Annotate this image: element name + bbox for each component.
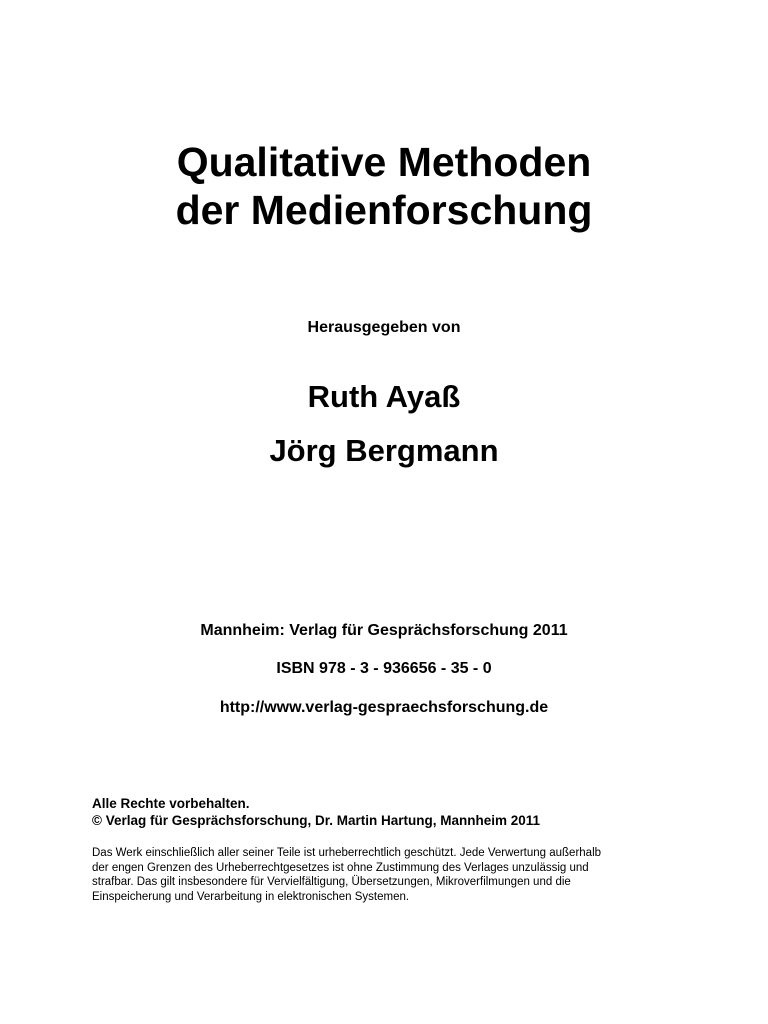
notice-line: Das Werk einschließlich aller seiner Teile ist urheberrechtlich geschützt. Jede Verwertung außerhalb — [92, 847, 602, 859]
book-title — [0, 138, 768, 234]
editor-intro: Herausgegeben von — [307, 319, 461, 336]
publisher-line: Mannheim: Verlag für Gesprächsforschung 2011 — [200, 622, 568, 639]
book-title-line-1: Qualitative Methoden — [176, 139, 592, 185]
rights-statement — [92, 795, 712, 829]
publisher-url: http://www.verlag-gespraechsforschung.de — [219, 699, 549, 716]
editor-name-1: Ruth Ayaß — [307, 379, 461, 414]
notice-line: strafbar. Das gilt insbesondere für Vervielfältigung, Übersetzungen, Mikroverfilmungen und die — [92, 876, 571, 888]
book-title-line-2: der Medienforschung — [175, 187, 593, 233]
notice-line: der engen Grenzen des Urheberrechtgesetzes ist ohne Zustimmung des Verlages unzulässig und — [92, 861, 589, 874]
rights-line-1: Alle Rechte vorbehalten. — [92, 796, 250, 811]
rights-line-2: © Verlag für Gesprächsforschung, Dr. Martin Hartung, Mannheim 2011 — [92, 813, 541, 828]
isbn: ISBN 978 - 3 - 936656 - 35 - 0 — [276, 660, 492, 677]
copyright-notice — [92, 846, 702, 904]
notice-line: Einspeicherung und Verarbeitung in elektronischen Systemen. — [92, 890, 410, 903]
editor-name-2: Jörg Bergmann — [269, 433, 499, 468]
